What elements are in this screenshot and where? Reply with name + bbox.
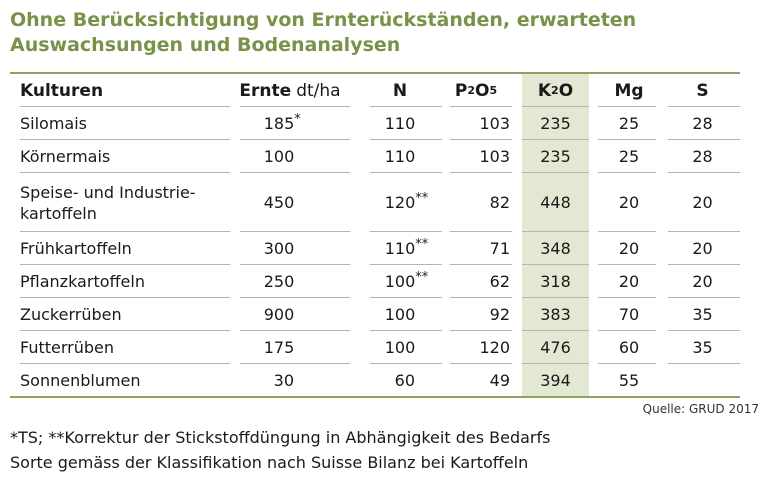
cell-ernte-wrap xyxy=(264,338,317,357)
cell-p2o5: 62 xyxy=(489,272,510,291)
cell-k2o: 476 xyxy=(540,338,571,357)
cell-n-value: 110 xyxy=(384,147,416,166)
cell-kultur: Pflanzkartoffeln xyxy=(20,272,145,291)
cell-n-footnote-mark: ** xyxy=(415,270,429,285)
cell-mg: 60 xyxy=(618,338,640,357)
cell-n xyxy=(360,331,440,364)
cell-ernte xyxy=(230,265,350,298)
cell-n-value: 120 xyxy=(384,193,416,212)
cell-p2o5: 103 xyxy=(479,147,510,166)
table-header-row xyxy=(10,74,740,107)
header-k2o: K 2 O xyxy=(537,80,574,101)
cell-ernte xyxy=(230,173,350,232)
cell-n xyxy=(360,298,440,331)
cell-kultur: Frühkartoffeln xyxy=(20,239,132,258)
cell-ernte-wrap xyxy=(264,272,317,291)
cell-n-wrap xyxy=(385,114,438,133)
cell-s: 35 xyxy=(692,338,713,357)
header-p2o5: P 2 O 5 xyxy=(454,80,498,101)
table-row xyxy=(10,232,740,265)
cell-ernte-wrap xyxy=(264,305,317,324)
cell-p2o5: 82 xyxy=(489,193,510,212)
cell-ernte-wrap xyxy=(264,193,317,212)
cell-kultur: Zuckerrüben xyxy=(20,305,122,324)
header-p2o5-o: O xyxy=(475,80,490,101)
cell-p2o5: 103 xyxy=(479,114,510,133)
cell-k2o: 394 xyxy=(540,370,571,390)
table-row xyxy=(10,364,740,396)
cell-s: 35 xyxy=(692,305,713,324)
cell-kultur-line-2: kartoffeln xyxy=(20,203,97,223)
cell-s: 20 xyxy=(692,272,713,291)
header-mg: Mg xyxy=(614,80,644,101)
cell-kultur: Silomais xyxy=(20,114,88,133)
cell-n-value: 60 xyxy=(394,370,415,390)
cell-ernte xyxy=(230,364,350,396)
cell-ernte xyxy=(230,232,350,265)
cell-k2o: 235 xyxy=(540,114,571,133)
cell-mg: 25 xyxy=(618,114,640,133)
header-kulturen: Kulturen xyxy=(20,80,104,101)
cell-kultur: Futterrüben xyxy=(20,338,115,357)
cell-k2o: 318 xyxy=(540,272,571,291)
cell-ernte-wrap xyxy=(264,114,317,133)
cell-mg: 25 xyxy=(618,147,640,166)
cell-ernte xyxy=(230,331,350,364)
cell-ernte-value: 250 xyxy=(263,272,295,291)
table-row xyxy=(10,107,740,140)
cell-p2o5: 71 xyxy=(489,239,510,258)
cell-n xyxy=(360,232,440,265)
cell-k2o: 383 xyxy=(540,305,571,324)
cell-ernte-value: 300 xyxy=(263,239,295,258)
header-p2o5-p: P xyxy=(454,80,468,101)
cell-n xyxy=(360,265,440,298)
header-n: N xyxy=(392,80,408,101)
cell-mg: 20 xyxy=(618,239,640,258)
footnote-line-1: *TS; **Korrektur der Stickstoffdüngung in Abhängigkeit des Bedarfs xyxy=(10,428,551,447)
cell-mg: 70 xyxy=(618,305,640,324)
cell-s: 20 xyxy=(692,193,713,212)
cell-ernte-wrap xyxy=(264,239,317,258)
cell-s: 28 xyxy=(692,114,713,133)
cell-n-wrap xyxy=(385,193,438,212)
cell-n-value: 100 xyxy=(384,338,416,357)
cell-n xyxy=(360,140,440,173)
cell-n-wrap xyxy=(385,239,438,258)
table-row xyxy=(10,265,740,298)
cell-n-wrap xyxy=(385,338,438,357)
table-bottom-rule xyxy=(10,396,740,398)
cell-ernte-value: 175 xyxy=(263,338,295,357)
cell-n-wrap xyxy=(385,305,438,324)
cell-n-wrap xyxy=(385,272,438,291)
cell-mg: 20 xyxy=(618,272,640,291)
table-row xyxy=(10,140,740,173)
cell-ernte-value: 450 xyxy=(263,193,295,212)
header-s: S xyxy=(696,80,709,101)
cell-n xyxy=(360,107,440,140)
cell-ernte-wrap xyxy=(264,147,317,166)
cell-ernte-wrap xyxy=(264,371,316,390)
cell-n-value: 100 xyxy=(384,305,416,324)
cell-n-value: 110 xyxy=(384,114,416,133)
title-line-1: Ohne Berücksichtigung von Ernterückständen, erwarteten xyxy=(10,9,637,31)
source-note: Quelle: GRUD 2017 xyxy=(642,402,759,416)
cell-ernte-value: 100 xyxy=(263,147,295,166)
header-ernte-unit: dt/ha xyxy=(296,80,341,101)
cell-kultur xyxy=(20,173,235,232)
header-ernte xyxy=(230,74,350,107)
cell-p2o5: 92 xyxy=(489,305,510,324)
cell-p2o5: 49 xyxy=(489,370,510,390)
header-k2o-o: O xyxy=(558,80,574,101)
cell-ernte xyxy=(230,107,350,140)
cell-n-wrap xyxy=(385,147,438,166)
cell-n xyxy=(360,364,440,396)
cell-s: 20 xyxy=(692,239,713,258)
cell-mg: 20 xyxy=(618,193,640,212)
cell-n-footnote-mark: ** xyxy=(415,237,429,252)
table-row xyxy=(10,331,740,364)
cell-k2o: 448 xyxy=(540,193,571,212)
cell-n-wrap xyxy=(385,371,437,390)
header-k2o-k: K xyxy=(537,80,552,101)
title-line-2: Auswachsungen und Bodenanalysen xyxy=(10,34,401,56)
cell-ernte-value: 185 xyxy=(263,114,295,133)
table-title xyxy=(10,8,760,58)
cell-n-value: 100 xyxy=(384,272,416,291)
cell-k2o: 235 xyxy=(540,147,571,166)
cell-kultur-line-1: Speise- und Industrie- xyxy=(20,182,196,202)
table-row xyxy=(10,298,740,331)
cell-kultur: Sonnenblumen xyxy=(20,370,141,390)
cell-ernte xyxy=(230,140,350,173)
cell-ernte-value: 900 xyxy=(263,305,295,324)
cell-s: 28 xyxy=(692,147,713,166)
cell-kultur: Körnermais xyxy=(20,147,111,166)
table-row xyxy=(10,173,740,232)
cell-ernte-value: 30 xyxy=(273,370,294,390)
cell-n-value: 110 xyxy=(384,239,416,258)
cell-ernte-footnote-mark: * xyxy=(294,112,301,127)
cell-s xyxy=(665,364,740,396)
cell-k2o: 348 xyxy=(540,239,571,258)
cell-n-footnote-mark: ** xyxy=(415,191,429,206)
cell-ernte xyxy=(230,298,350,331)
cell-n xyxy=(360,173,440,232)
header-ernte-label: Ernte xyxy=(239,80,292,101)
cell-mg: 55 xyxy=(618,370,640,390)
cell-p2o5: 120 xyxy=(479,338,510,357)
footnote-line-2: Sorte gemäss der Klassifikation nach Suisse Bilanz bei Kartoffeln xyxy=(10,453,529,472)
